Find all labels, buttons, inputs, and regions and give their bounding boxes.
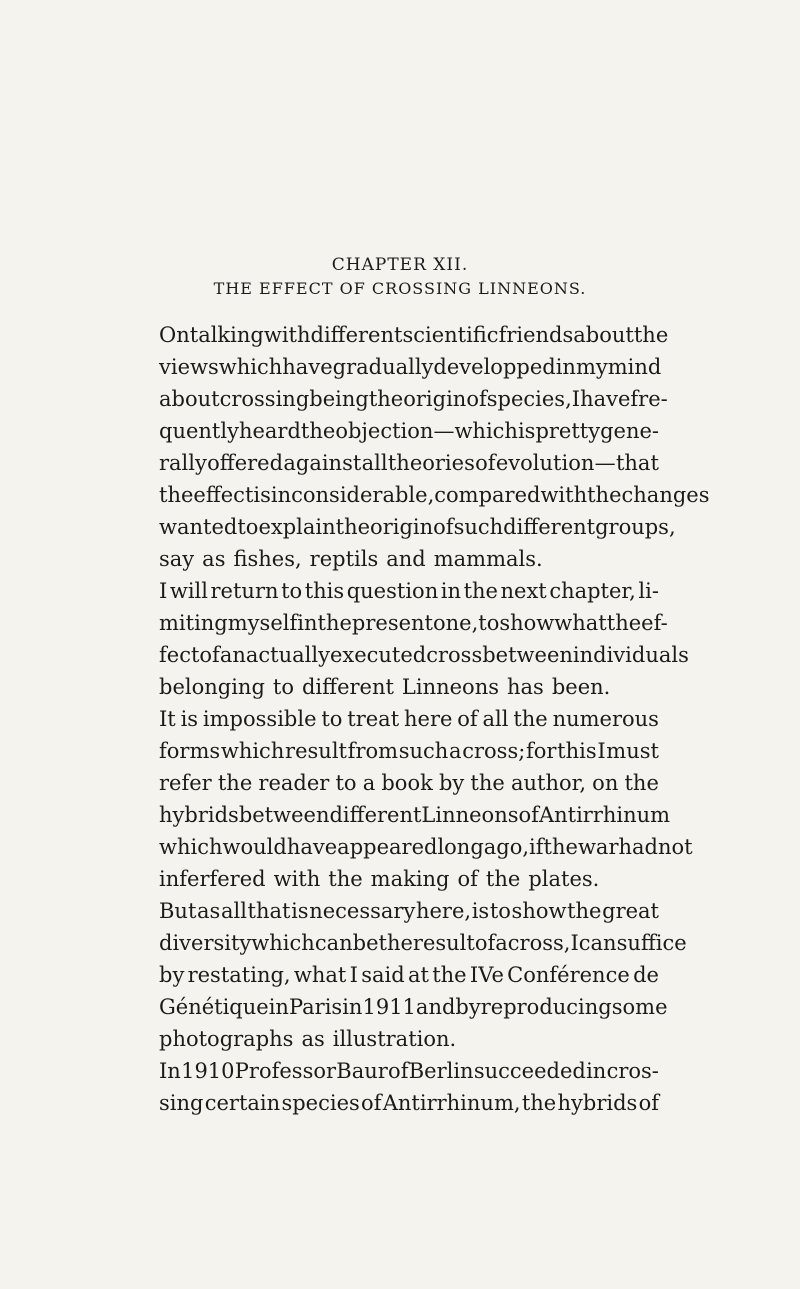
text-line-3: about crossing being the origin of species, I have fre- bbox=[159, 387, 668, 411]
text-line-1: On talking with different scientific friends about the bbox=[159, 323, 669, 347]
chapter-number: CHAPTER XII. bbox=[331, 255, 469, 275]
text-line-6: the effect is inconsiderable, compared with the changes bbox=[159, 483, 710, 507]
text-line-25: sing certain species of Antirrhinum, the hybrids of bbox=[159, 1091, 659, 1115]
text-line-17: which would have appeared long ago, if the war had not bbox=[159, 835, 693, 859]
text-line-15: refer the reader to a book by the author, on the bbox=[159, 771, 659, 795]
text-line-4: quently heard the objection — which is pretty gene- bbox=[159, 419, 660, 443]
chapter-title: THE EFFECT OF CROSSING LINNEONS. bbox=[213, 279, 587, 298]
text-line-13: It is impossible to treat here of all the numerous bbox=[159, 707, 659, 731]
text-line-16: hybrids between different Linneons of Antirrhinum bbox=[159, 803, 671, 827]
text-line-12: belonging to different Linneons has been. bbox=[159, 675, 611, 699]
body-text bbox=[159, 319, 710, 1119]
text-line-14: forms which result from such a cross; for this I must bbox=[159, 739, 659, 763]
text-line-9: I will return to this question in the next chapter, li- bbox=[159, 579, 659, 603]
text-line-22: Génétique in Paris in 1911 and by reproducing some bbox=[159, 995, 668, 1019]
text-line-24: In 1910 Professor Baur of Berlin succeeded in cros- bbox=[159, 1059, 659, 1083]
text-line-2: views which have gradually developped in my mind bbox=[159, 355, 662, 379]
text-line-5: rally offered against all theories of evolution — that bbox=[159, 451, 659, 475]
text-line-10: miting myself in the present one, to show what the ef- bbox=[159, 611, 668, 635]
text-line-21: by restating, what I said at the IVe Conférence de bbox=[159, 963, 659, 987]
text-line-18: inferfered with the making of the plates. bbox=[159, 867, 600, 891]
text-line-8: say as fishes, reptils and mammals. bbox=[159, 547, 543, 571]
text-line-20: diversity which can be the result of a cross, I can suffice bbox=[159, 931, 687, 955]
text-line-19: But as all that is necessary here, is to show the great bbox=[159, 899, 659, 923]
text-line-11: fect of an actually executed cross between individuals bbox=[159, 643, 689, 667]
text-line-7: wanted to explain the origin of such different groups, bbox=[159, 515, 676, 539]
text-line-23: photographs as illustration. bbox=[159, 1027, 457, 1051]
